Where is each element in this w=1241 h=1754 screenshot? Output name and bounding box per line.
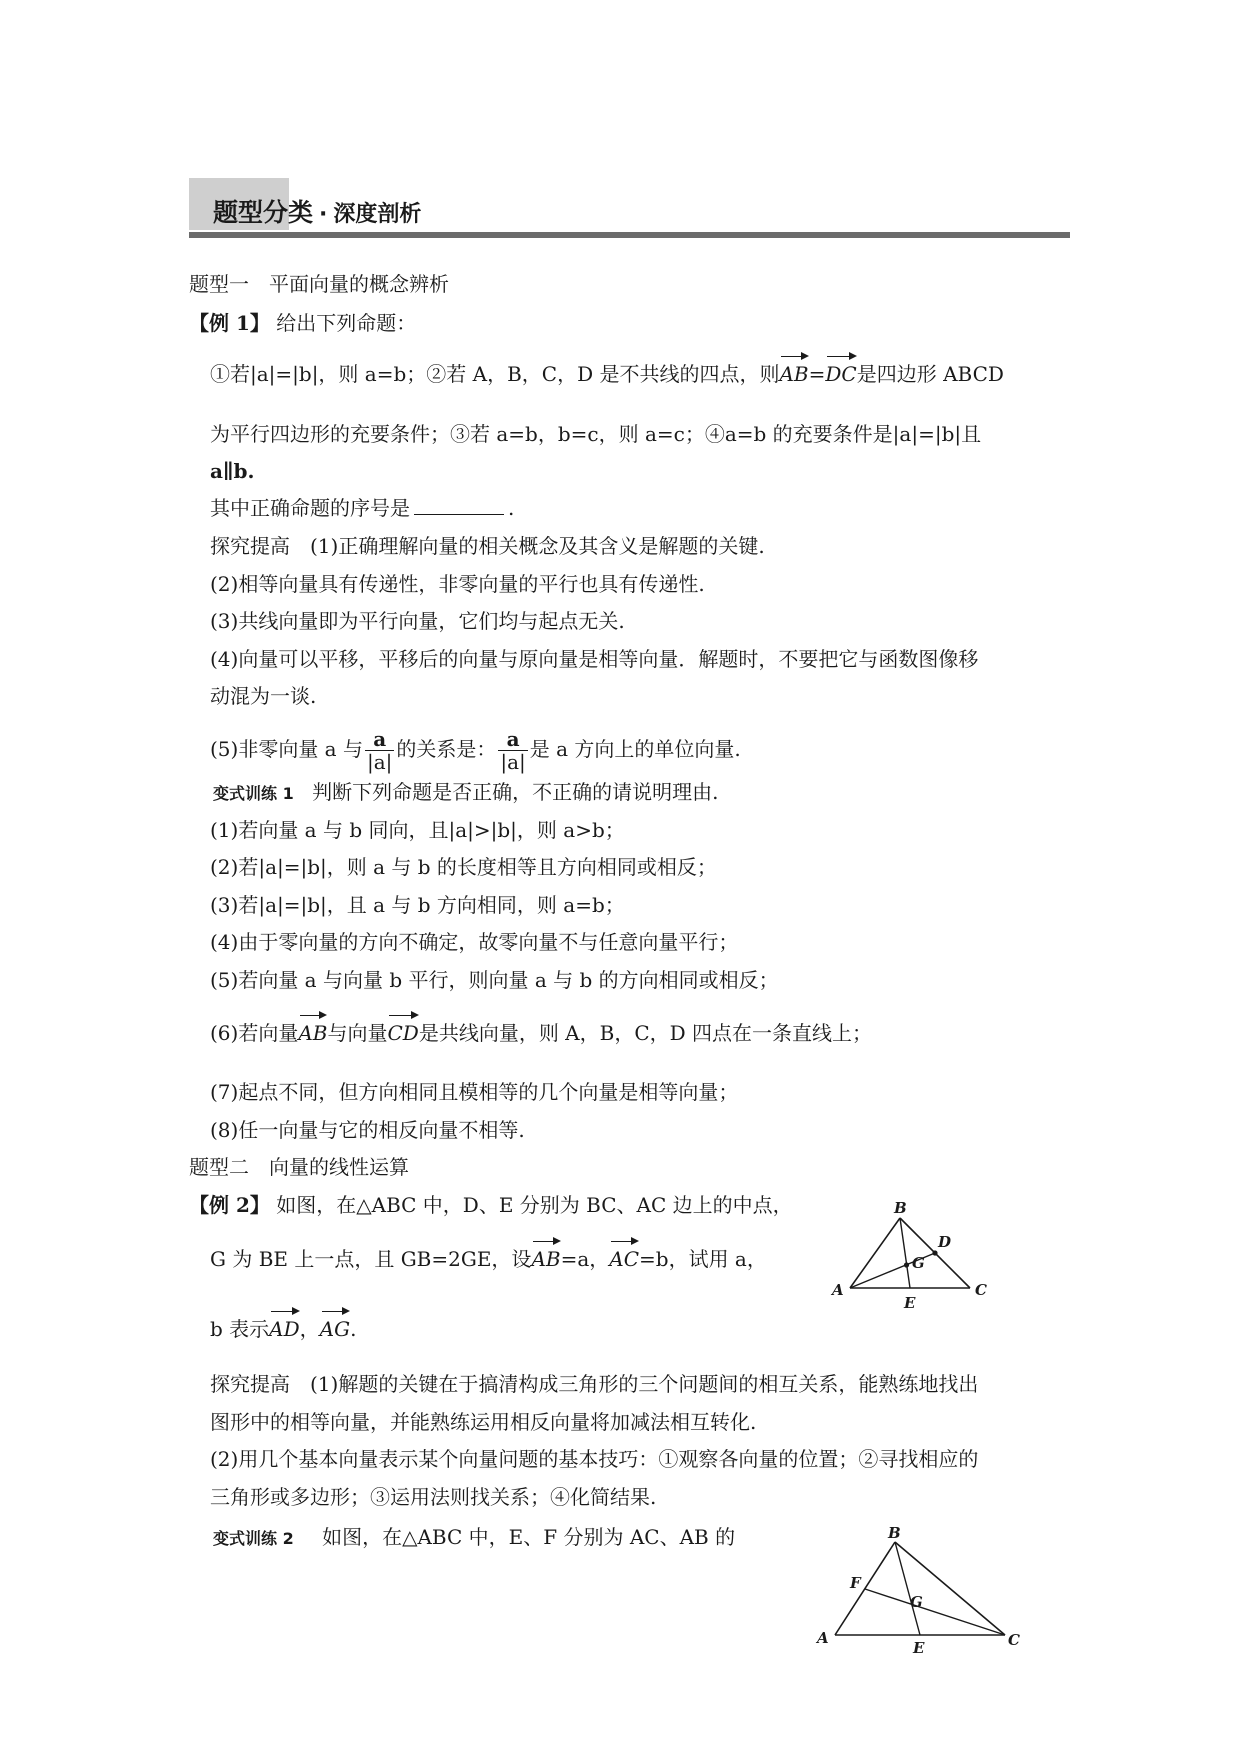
- ex2-line3: [210, 1315, 356, 1343]
- ex1-label: 【例 1】: [189, 311, 270, 335]
- ex2-line2: [210, 1245, 767, 1273]
- train1-item-2: (2)若|a|=|b|，则 a 与 b 的长度相等且方向相同或相反；: [210, 855, 717, 879]
- ex1-question-text: 其中正确命题的序号是: [210, 496, 410, 520]
- ex1-eq: =: [808, 362, 826, 386]
- vector-ag: AG: [319, 1317, 351, 1341]
- vector-ac: AC: [609, 1247, 640, 1271]
- ex1-tip3: (3)共线向量即为平行向量，它们均与起点无关.: [210, 609, 625, 633]
- fraction-denominator: |a|: [366, 750, 393, 774]
- train1-label: 变式训练 1: [213, 784, 294, 803]
- train1-item-6: [210, 1019, 872, 1047]
- ex2-tip2: (2)用几个基本向量表示某个向量问题的基本技巧：①观察各向量的位置；②寻找相应的: [210, 1447, 979, 1471]
- train1-item-4: (4)由于零向量的方向不确定，故零向量不与任意向量平行；: [210, 930, 739, 954]
- vector-ab: AB: [779, 362, 809, 386]
- ex2-label: 【例 2】: [189, 1193, 270, 1217]
- ex1-tip5: [210, 728, 741, 773]
- vector-cd: CD: [387, 1021, 419, 1045]
- fig1-label-e: E: [904, 1294, 916, 1310]
- section-rule: [189, 232, 1070, 238]
- ex2-l3c: .: [350, 1317, 357, 1341]
- fig2-label-a: A: [817, 1629, 829, 1647]
- triangle-figure-2: [800, 1525, 1030, 1655]
- ex2-tip2b: 三角形或多边形；③运用法则找关系；④化简结果.: [210, 1485, 657, 1509]
- ex1-intro: 给出下列命题：: [276, 311, 417, 335]
- ex2-line1: [189, 1191, 793, 1219]
- ex1-tip5c: 是 a 方向上的单位向量.: [529, 737, 741, 761]
- fig1-label-b: B: [894, 1200, 907, 1217]
- train2-line: [213, 1523, 735, 1553]
- ex1-tip4: (4)向量可以平移，平移后的向量与原向量是相等向量．解题时，不要把它与函数图像移: [210, 647, 979, 671]
- ex1-proposition-line2: 为平行四边形的充要条件；③若 a=b，b=c，则 a=c；④a=b 的充要条件是|a|=|b|且: [210, 422, 982, 446]
- fraction-numerator: a: [365, 728, 394, 751]
- fig1-label-d: D: [938, 1233, 952, 1251]
- type1-heading: 题型一 平面向量的概念辨析: [189, 272, 449, 296]
- fig2-label-c: C: [1008, 1631, 1020, 1649]
- train1-item-7: (7)起点不同，但方向相同且模相等的几个向量是相等向量；: [210, 1080, 739, 1104]
- vector-ab-2: AB: [298, 1021, 328, 1045]
- ex2-tip1: 探究提高 (1)解题的关键在于搞清构成三角形的三个问题间的相互关系，能熟练地找出: [210, 1372, 979, 1396]
- triangle-figure-1: [820, 1200, 1010, 1310]
- train1-item-5: (5)若向量 a 与向量 b 平行，则向量 a 与 b 的方向相同或相反；: [210, 968, 779, 992]
- ex2-l2b: =a，: [560, 1247, 610, 1271]
- ex1-question-end: .: [508, 496, 515, 520]
- ex1-proposition-line1: [210, 360, 1004, 388]
- train1-intro-line: [213, 778, 718, 808]
- ex1-proposition-line3: a∥b.: [210, 459, 255, 483]
- fig1-label-c: C: [975, 1281, 987, 1299]
- ex2-l1: 如图，在△ABC 中，D、E 分别为 BC、AC 边上的中点，: [276, 1193, 793, 1217]
- fraction-unit-vector-2: [498, 728, 527, 773]
- fig2-label-f: F: [850, 1574, 861, 1592]
- vector-dc: DC: [825, 362, 857, 386]
- ex1-tip1: 探究提高 (1)正确理解向量的相关概念及其含义是解题的关键.: [210, 534, 765, 558]
- section-title-dot: ·: [319, 202, 328, 227]
- section-subtitle: 深度剖析: [333, 202, 422, 227]
- fraction-denominator-2: |a|: [500, 750, 526, 774]
- train2-text: 如图，在△ABC 中，E、F 分别为 AC、AB 的: [322, 1525, 736, 1549]
- ex1-question: [210, 494, 514, 522]
- train1-item-8: (8)任一向量与它的相反向量不相等.: [210, 1118, 525, 1142]
- train1-item-1: (1)若向量 a 与 b 同向，且|a|>|b|，则 a>b；: [210, 818, 625, 842]
- ex1-p1b: 是四边形 ABCD: [856, 362, 1004, 386]
- ex2-l3a: b 表示: [210, 1317, 270, 1341]
- ex2-l2a: G 为 BE 上一点，且 GB=2GE，设: [210, 1247, 532, 1271]
- ex2-tip1b: 图形中的相等向量，并能熟练运用相反向量将加减法相互转化.: [210, 1410, 757, 1434]
- fraction-numerator-2: a: [498, 728, 527, 751]
- ex2-l3b: ，: [299, 1317, 320, 1341]
- vector-ab-3: AB: [531, 1247, 561, 1271]
- ex1-intro-line: [189, 309, 416, 337]
- fig1-label-a: A: [832, 1281, 844, 1299]
- ex1-p1a: ①若|a|=|b|，则 a=b；②若 A，B，C，D 是不共线的四点，则: [210, 362, 780, 386]
- fig1-label-g: G: [912, 1254, 925, 1272]
- ex1-tip4b: 动混为一谈.: [210, 684, 317, 708]
- vector-ad: AD: [269, 1317, 300, 1341]
- ex2-l2c: =b，试用 a，: [639, 1247, 767, 1271]
- section-title: 题型分类: [213, 198, 314, 227]
- train1-item6a: (6)若向量: [210, 1021, 299, 1045]
- train1-item6b: 与向量: [327, 1021, 388, 1045]
- fig2-label-e: E: [913, 1639, 925, 1655]
- fig2-label-b: B: [888, 1525, 901, 1542]
- ex1-tip2: (2)相等向量具有传递性，非零向量的平行也具有传递性.: [210, 572, 705, 596]
- fig2-label-g: G: [910, 1593, 923, 1611]
- section-header: [213, 193, 421, 229]
- ex1-tip5b: 的关系是：: [396, 737, 497, 761]
- train1-intro: 判断下列命题是否正确，不正确的请说明理由.: [312, 780, 719, 804]
- type2-heading: 题型二 向量的线性运算: [189, 1155, 409, 1179]
- fraction-unit-vector: [365, 728, 394, 773]
- ex1-tip5a: (5)非零向量 a 与: [210, 737, 363, 761]
- train2-label: 变式训练 2: [213, 1529, 294, 1548]
- train1-item-3: (3)若|a|=|b|，且 a 与 b 方向相同，则 a=b；: [210, 893, 625, 917]
- train1-item6c: 是共线向量，则 A，B，C，D 四点在一条直线上；: [418, 1021, 873, 1045]
- answer-blank[interactable]: [414, 496, 504, 515]
